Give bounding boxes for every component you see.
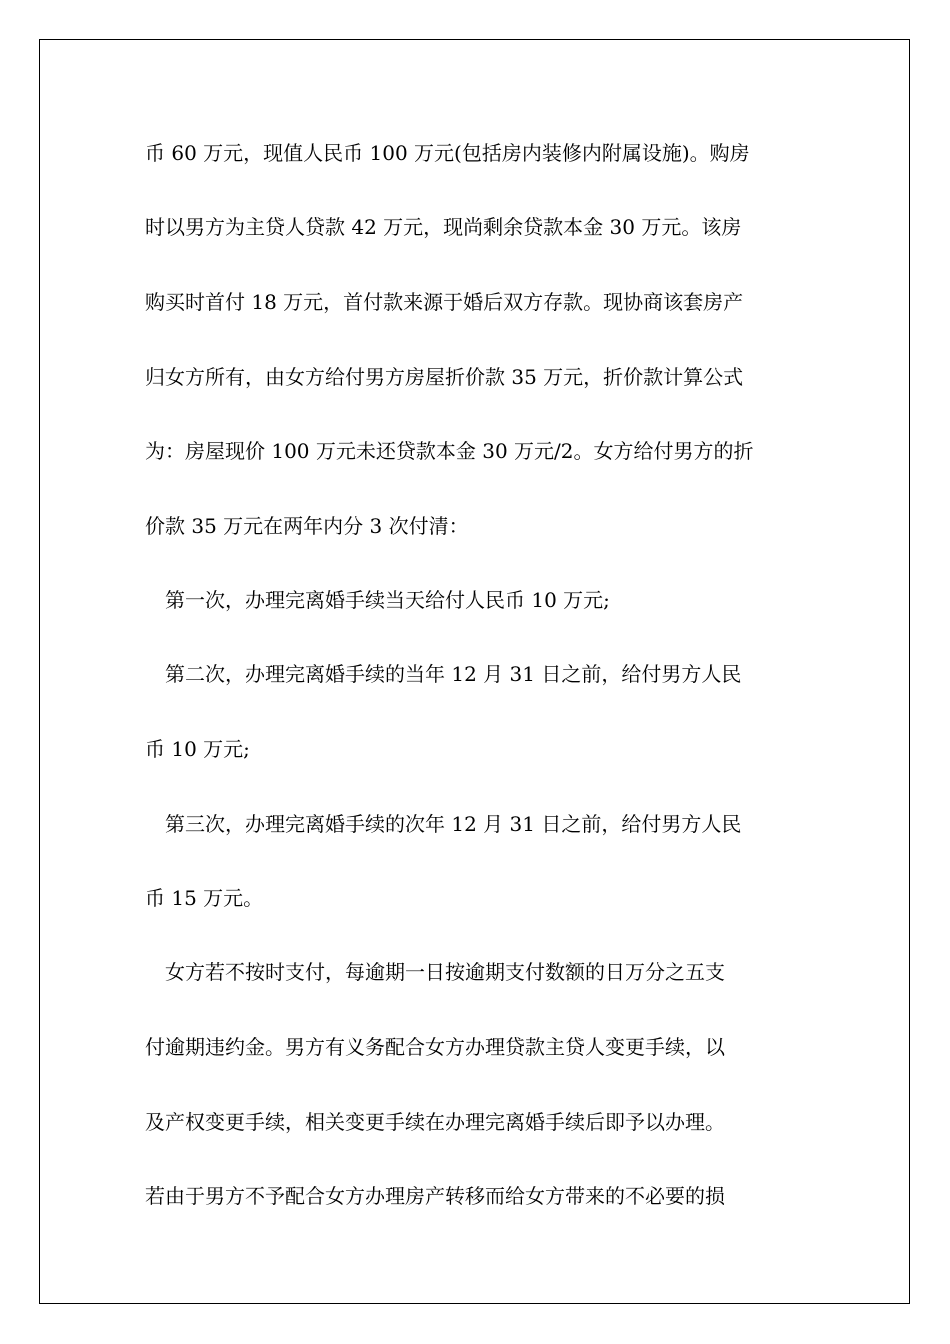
- text-line-1: 币 60 万元，现值人民币 100 万元(包括房内装修内附属设施)。购房: [145, 141, 750, 165]
- text-line-12: 女方若不按时支付，每逾期一日按逾期支付数额的日万分之五支: [165, 960, 725, 984]
- text-line-8: 第二次，办理完离婚手续的当年 12 月 31 日之前，给付男方人民: [165, 662, 742, 686]
- text-line-2: 时以男方为主贷人贷款 42 万元，现尚剩余贷款本金 30 万元。该房: [145, 215, 742, 239]
- text-line-4: 归女方所有，由女方给付男方房屋折价款 35 万元，折价款计算公式: [145, 365, 744, 389]
- text-line-11: 币 15 万元。: [145, 886, 264, 910]
- text-line-14: 及产权变更手续，相关变更手续在办理完离婚手续后即予以办理。: [145, 1110, 725, 1134]
- text-line-5: 为：房屋现价 100 万元未还贷款本金 30 万元/2。女方给付男方的折: [145, 439, 754, 463]
- text-line-10: 第三次，办理完离婚手续的次年 12 月 31 日之前，给付男方人民: [165, 812, 742, 836]
- text-line-13: 付逾期违约金。男方有义务配合女方办理贷款主贷人变更手续，以: [145, 1035, 725, 1059]
- text-line-7: 第一次，办理完离婚手续当天给付人民币 10 万元;: [165, 588, 610, 612]
- text-line-15: 若由于男方不予配合女方办理房产转移而给女方带来的不必要的损: [145, 1184, 725, 1208]
- text-line-3: 购买时首付 18 万元，首付款来源于婚后双方存款。现协商该套房产: [145, 290, 744, 314]
- text-line-9: 币 10 万元;: [145, 737, 250, 761]
- text-line-6: 价款 35 万元在两年内分 3 次付清：: [145, 514, 469, 538]
